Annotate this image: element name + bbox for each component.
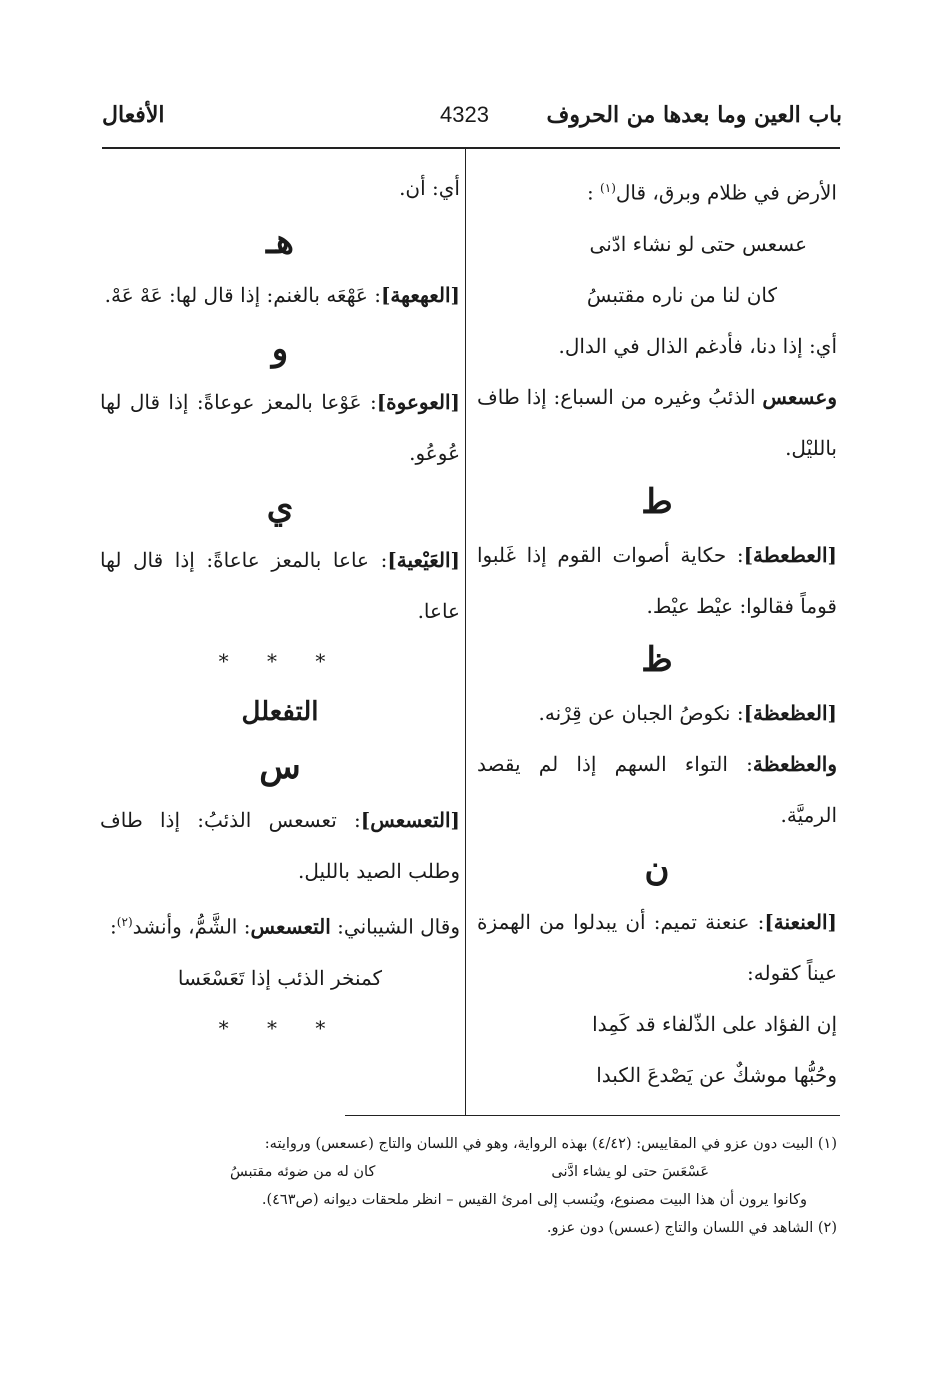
right-column xyxy=(477,163,837,1101)
chapter-title: باب العين وما بعدها من الحروف xyxy=(546,102,842,128)
footnote-rule xyxy=(345,1115,840,1116)
letter-heading-ta: ط xyxy=(641,481,673,522)
footnote-1: (١) البيت دون عزو في المقاييس: (٤/٤٢) بهذه الرواية، وهو في اللسان والتاج (عسعس) وروايته: xyxy=(264,1136,837,1152)
letter-heading-nun: ن xyxy=(644,848,670,889)
entry-text: وقال الشيباني: التعسعس: الشَّمُّ، وأنشد$^{(٢)}$: xyxy=(110,914,460,939)
verse-line: كان لنا من ناره مقتبسُ xyxy=(586,282,777,307)
footnote-verse: عَسْعَسَ حتى لو يشاء ادَّنى كان له من ضوئه مقتبسُ xyxy=(230,1164,710,1180)
entry-text: [العَيْعية]: عاعا بالمعز عاعاةً: إذا قال لها عاعا. xyxy=(100,548,460,623)
header-rule xyxy=(102,147,840,149)
footnote-2: (٢) الشاهد في اللسان والتاج (عسس) دون عزو. xyxy=(546,1220,837,1236)
verse-line: إن الفؤاد على الذّلفاء قد كَمِدا xyxy=(592,1011,837,1036)
entry-text: أي: إذا دنا، فأدغم الذال في الدال. xyxy=(558,333,837,358)
verse-line: كمنخر الذئب إذا تَعَسْعَسا xyxy=(177,965,383,990)
verse-line: عسعس حتى لو نشاء ادّنى xyxy=(589,231,807,256)
section-separator: * * * xyxy=(218,1015,342,1040)
entry-text: [العطعطة]: حكاية أصوات القوم إذا غَلبوا قوماً فقالوا: عيْط عيْط. xyxy=(477,542,837,618)
entry-text: [العظعظة]: نكوصُ الجبان عن قِرْنه. xyxy=(538,700,837,725)
entry-text: والعظعظة: التواء السهم إذا لم يقصد الرميَّة. xyxy=(477,751,837,827)
footnotes xyxy=(102,1130,837,1242)
letter-heading-za: ظ xyxy=(641,639,673,680)
entry-text: [العوعوة]: عَوْعا بالمعز عوعاةً: إذا قال لها عُوعُو. xyxy=(100,390,460,465)
letter-heading-sin: س xyxy=(259,747,301,787)
section-title: الأفعال xyxy=(102,102,165,128)
letter-heading-ha: هـ xyxy=(266,222,294,262)
entry-text: [التعسعس]: تعسعس الذئبُ: إذا طاف وطلب الصيد بالليل. xyxy=(100,808,460,883)
entry-text: وعسعس الذئبُ وغيره من السباع: إذا طاف بالليْل. xyxy=(477,384,837,460)
left-column xyxy=(100,163,460,1052)
section-heading: التفعلل xyxy=(241,697,319,727)
entry-text: أي: أن. xyxy=(399,176,460,200)
page-number: 4323 xyxy=(440,102,489,127)
verse-line: وحُبُّها موشكٌ عن يَصْدعَ الكبدا xyxy=(596,1062,837,1087)
footnote-1-continued: وكانوا يرون أن هذا البيت مصنوع، ويُنسب إلى امرئ القيس – انظر ملحقات ديوانه (ص٤٦٣). xyxy=(261,1192,807,1208)
section-separator: * * * xyxy=(218,649,342,673)
entry-text: الأرض في ظلام وبرق، قال$^{(١)}$ : xyxy=(586,180,837,205)
entry-text: [العهعهة]: عَهْعَه بالغنم: إذا قال لها: عَهْ عَهْ. xyxy=(104,283,460,307)
entry-text: [العنعنة]: عنعنة تميم: أن يبدلوا من الهمزة عيناً كقوله: xyxy=(477,909,837,985)
letter-heading-waw: و xyxy=(271,329,289,369)
column-divider xyxy=(465,149,466,1116)
letter-heading-ya: ي xyxy=(266,487,294,527)
